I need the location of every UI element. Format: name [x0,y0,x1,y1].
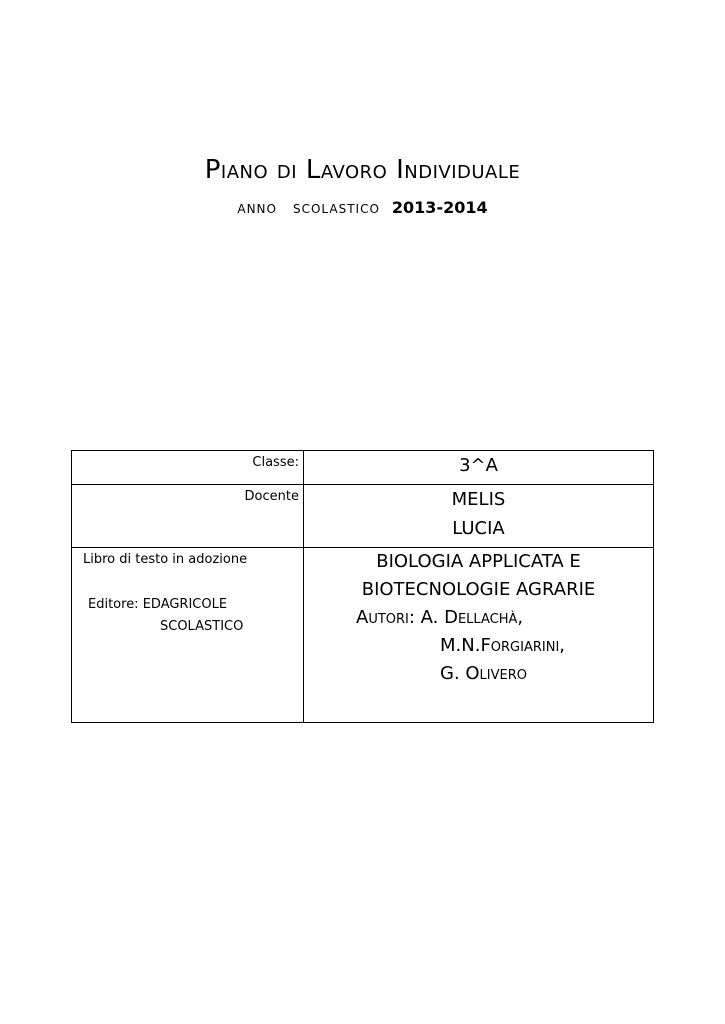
editore-label: Editore: EDAGRICOLE [88,597,228,612]
subtitle-scolastico: scolastico [292,198,380,218]
authors-line-1: Autori: A. Dellachà, [356,607,524,628]
docente-name: LUCIA [452,518,505,539]
school-year-line [0,198,725,218]
table-row-libro [72,548,654,723]
docente-label: Docente [72,485,304,548]
classe-label: Classe: [72,451,304,485]
authors-line-3: G. Olivero [440,663,528,684]
book-title-line-2: BIOTECNOLOGIE AGRARIE [361,579,596,600]
info-table [71,450,654,723]
editore-label-2: SCOLASTICO [160,619,244,634]
book-title-line-1: BIOLOGIA APPLICATA E [376,551,581,572]
table-row-docente [72,485,654,548]
docente-surname: MELIS [451,489,506,510]
libro-label-cell [72,548,304,723]
libro-label: Libro di testo in adozione [83,552,248,567]
libro-value-cell [304,548,654,723]
page-title: Piano di Lavoro Individuale [204,155,521,185]
school-year: 2013-2014 [391,198,488,217]
authors-line-2: M.N.Forgiarini, [440,635,566,656]
subtitle-anno: anno [237,198,277,218]
classe-value: 3^A [459,455,498,476]
docente-value-cell [304,485,654,548]
classe-value-cell [304,451,654,485]
table-row-classe [72,451,654,485]
